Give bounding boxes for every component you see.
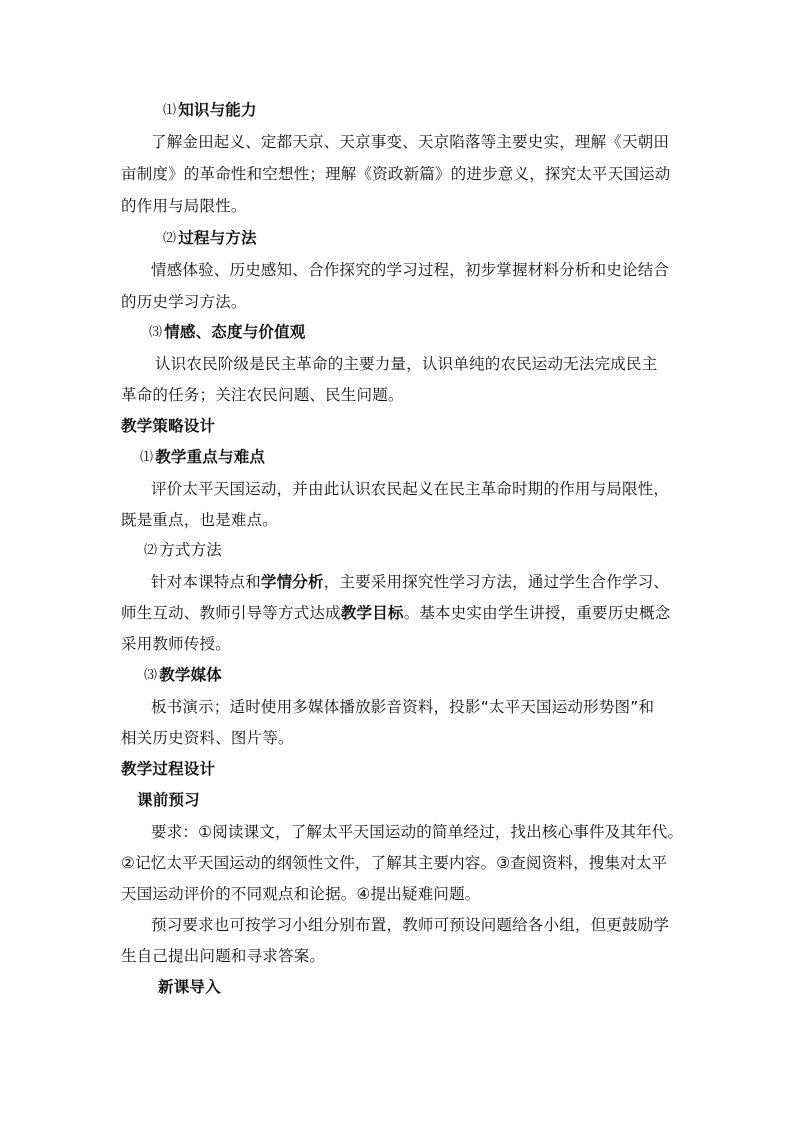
section-heading-strategy: 教学策略设计	[121, 417, 216, 435]
paragraph-line: 了解金田起义、定都天京、天京事变、天京陷落等主要史实，理解《天朝田	[151, 133, 670, 151]
paragraph-line: 亩制度》的革命性和空想性；理解《资政新篇》的进步意义，探究太平天国运动	[121, 165, 671, 183]
paragraph-line: 预习要求也可按学习小组分别布置，教师可预设问题给各小组，但更鼓励学	[151, 916, 670, 934]
heading-media-number: ⑶	[144, 668, 158, 683]
heading-preview: 课前预习	[137, 791, 200, 809]
bold-term: 学情分析	[260, 573, 324, 591]
paragraph-line: 认识农民阶级是民主革命的主要力量，认识单纯的农民运动无法完成民主	[155, 355, 658, 373]
paragraph-line: 的作用与局限性。	[121, 197, 247, 215]
heading-methods	[144, 540, 222, 561]
paragraph-line: 采用教师传授。	[121, 635, 231, 653]
text-run: ，主要采用探究性学习方法，通过学生合作学习、	[323, 573, 670, 591]
paragraph-line: ②记忆太平天国运动的纲领性文件，了解其主要内容。③查阅资料，搜集对太平	[121, 854, 668, 872]
heading-knowledge	[163, 100, 257, 121]
text-run: 。基本史实由学生讲授，重要历史概念	[403, 604, 671, 622]
paragraph-line: 板书演示；适时使用多媒体播放影音资料，投影“太平天国运动形势图”和	[151, 698, 655, 716]
section-heading-process-design: 教学过程设计	[121, 760, 216, 778]
heading-media-title: 教学媒体	[159, 666, 223, 684]
heading-values-title: 情感、态度与价值观	[164, 323, 306, 341]
heading-values-number: ⑶	[149, 325, 163, 340]
text-run: 师生互动、教师引导等方式达成	[121, 604, 341, 622]
paragraph-line: 相关历史资料、图片等。	[121, 729, 294, 747]
heading-focus-number: ⑴	[140, 450, 154, 465]
heading-process	[163, 228, 257, 249]
heading-methods-number: ⑵	[144, 543, 158, 558]
heading-values	[149, 322, 306, 343]
heading-process-title: 过程与方法	[178, 229, 257, 247]
paragraph-line: 要求：①阅读课文，了解太平天国运动的简单经过，找出核心事件及其年代。	[151, 823, 684, 841]
paragraph-line: 天国运动评价的不同观点和论据。④提出疑难问题。	[121, 885, 481, 903]
heading-methods-title: 方式方法	[159, 541, 223, 559]
heading-process-number: ⑵	[163, 231, 177, 246]
paragraph-line: 的历史学习方法。	[121, 293, 247, 311]
paragraph-line: 既是重点，也是难点。	[121, 511, 279, 529]
heading-media	[144, 665, 222, 686]
bold-term: 教学目标	[340, 604, 404, 622]
heading-knowledge-number: ⑴	[163, 103, 177, 118]
heading-focus	[140, 447, 265, 468]
heading-intro: 新课导入	[158, 978, 221, 996]
paragraph-line	[151, 572, 669, 592]
paragraph-line: 情感体验、历史感知、合作探究的学习过程，初步掌握材料分析和史论结合	[151, 261, 670, 279]
text-run: 针对本课特点和	[151, 573, 261, 591]
heading-knowledge-title: 知识与能力	[178, 101, 257, 119]
heading-focus-title: 教学重点与难点	[155, 448, 266, 466]
paragraph-line: 生自己提出问题和寻求答案。	[121, 947, 326, 965]
paragraph-line: 革命的任务；关注农民问题、民生问题。	[121, 386, 404, 404]
paragraph-line: 评价太平天国运动，并由此认识农民起义在民主革命时期的作用与局限性，	[151, 480, 670, 498]
paragraph-line	[121, 603, 671, 623]
